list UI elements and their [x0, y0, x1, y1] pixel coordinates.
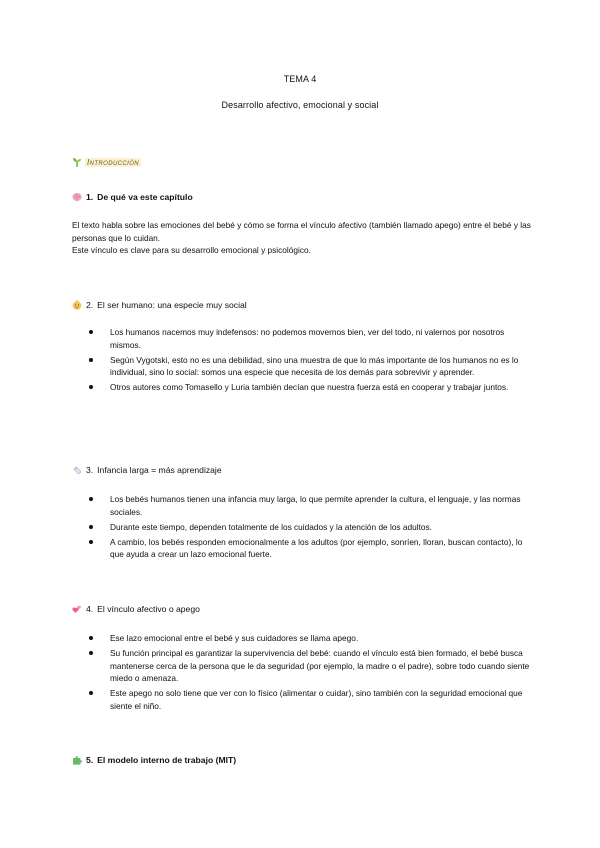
- section-4-heading: 4. El vínculo afectivo o apego: [72, 604, 200, 614]
- section-2-title: El ser humano: una especie muy social: [97, 300, 247, 310]
- section-5-title: El modelo interno de trabajo (MIT): [97, 755, 237, 765]
- bullet-icon: [89, 525, 93, 529]
- puzzle-piece-icon: [72, 755, 82, 765]
- section-1-heading: 1. De qué va este capítulo: [72, 192, 193, 202]
- bullet-icon: [89, 330, 93, 334]
- section-1-title: De qué va este capítulo: [97, 192, 193, 202]
- intro-heading: [72, 157, 141, 167]
- section-1-body: [72, 219, 532, 257]
- bullet-icon: [89, 358, 93, 362]
- bullet-icon: [89, 651, 93, 655]
- baby-icon: [72, 300, 82, 310]
- bullet-icon: [89, 497, 93, 501]
- section-2-list: [72, 326, 532, 396]
- list-item: A cambio, los bebés responden emocionalmente a los adultos (por ejemplo, sonríen, lloran, buscan contacto), lo que ayuda a crear un lazo emocional fuerte.: [72, 536, 532, 561]
- document-topic: TEMA 4: [283, 74, 317, 84]
- paragraph: El texto habla sobre las emociones del bebé y cómo se forma el vínculo afectivo (también llamado apego) entre el bebé y las personas que lo cuidan.: [72, 220, 531, 243]
- list-item: Ese lazo emocional entre el bebé y sus cuidadores se llama apego.: [72, 632, 532, 645]
- list-item: Durante este tiempo, dependen totalmente de los cuidados y la atención de los adultos.: [72, 521, 532, 534]
- brain-icon: [72, 192, 82, 202]
- paragraph: Este vínculo es clave para su desarrollo emocional y psicológico.: [72, 245, 311, 255]
- bullet-icon: [89, 385, 93, 389]
- list-item: Este apego no solo tiene que ver con lo físico (alimentar o cuidar), sino también con la seguridad emocional que siente el niño.: [72, 687, 532, 712]
- seedling-icon: [72, 157, 82, 167]
- intro-label: Introducción: [87, 157, 140, 167]
- bullet-icon: [89, 636, 93, 640]
- list-item: Los humanos nacemos muy indefensos: no podemos movernos bien, ver del todo, ni valernos por nosotros mismos.: [72, 326, 532, 351]
- list-item: Su función principal es garantizar la supervivencia del bebé: cuando el vínculo está bien formado, el bebé busca mantenerse cerca de la persona que le da seguridad (por ejemplo, la madre o el padre), sobre todo cuando siente miedo o amenaza.: [72, 647, 532, 685]
- list-item: Otros autores como Tomasello y Luria también decían que nuestra fuerza está en cooperar y trabajar juntos.: [72, 381, 532, 394]
- section-4-list: [72, 632, 532, 715]
- section-5-heading: 5. El modelo interno de trabajo (MIT): [72, 755, 236, 765]
- document-subtitle: Desarrollo afectivo, emocional y social: [221, 100, 379, 110]
- section-3-title: Infancia larga = más aprendizaje: [97, 465, 222, 475]
- list-item: Los bebés humanos tienen una infancia muy larga, lo que permite aprender la cultura, el lenguaje, y las normas sociales.: [72, 493, 532, 518]
- section-3-heading: 3. Infancia larga = más aprendizaje: [72, 465, 222, 475]
- section-2-heading: 2. El ser humano: una especie muy social: [72, 300, 247, 310]
- section-4-title: El vínculo afectivo o apego: [97, 604, 200, 614]
- bullet-icon: [89, 540, 93, 544]
- list-item: Según Vygotski, esto no es una debilidad, sino una muestra de que lo más importante de los humanos no es lo individual, sino lo social: somos una especie que necesita de los demás para sobrevivir y aprender.: [72, 354, 532, 379]
- two-hearts-icon: [72, 604, 82, 614]
- section-3-list: [72, 493, 532, 563]
- baby-bottle-icon: [72, 465, 82, 475]
- bullet-icon: [89, 691, 93, 695]
